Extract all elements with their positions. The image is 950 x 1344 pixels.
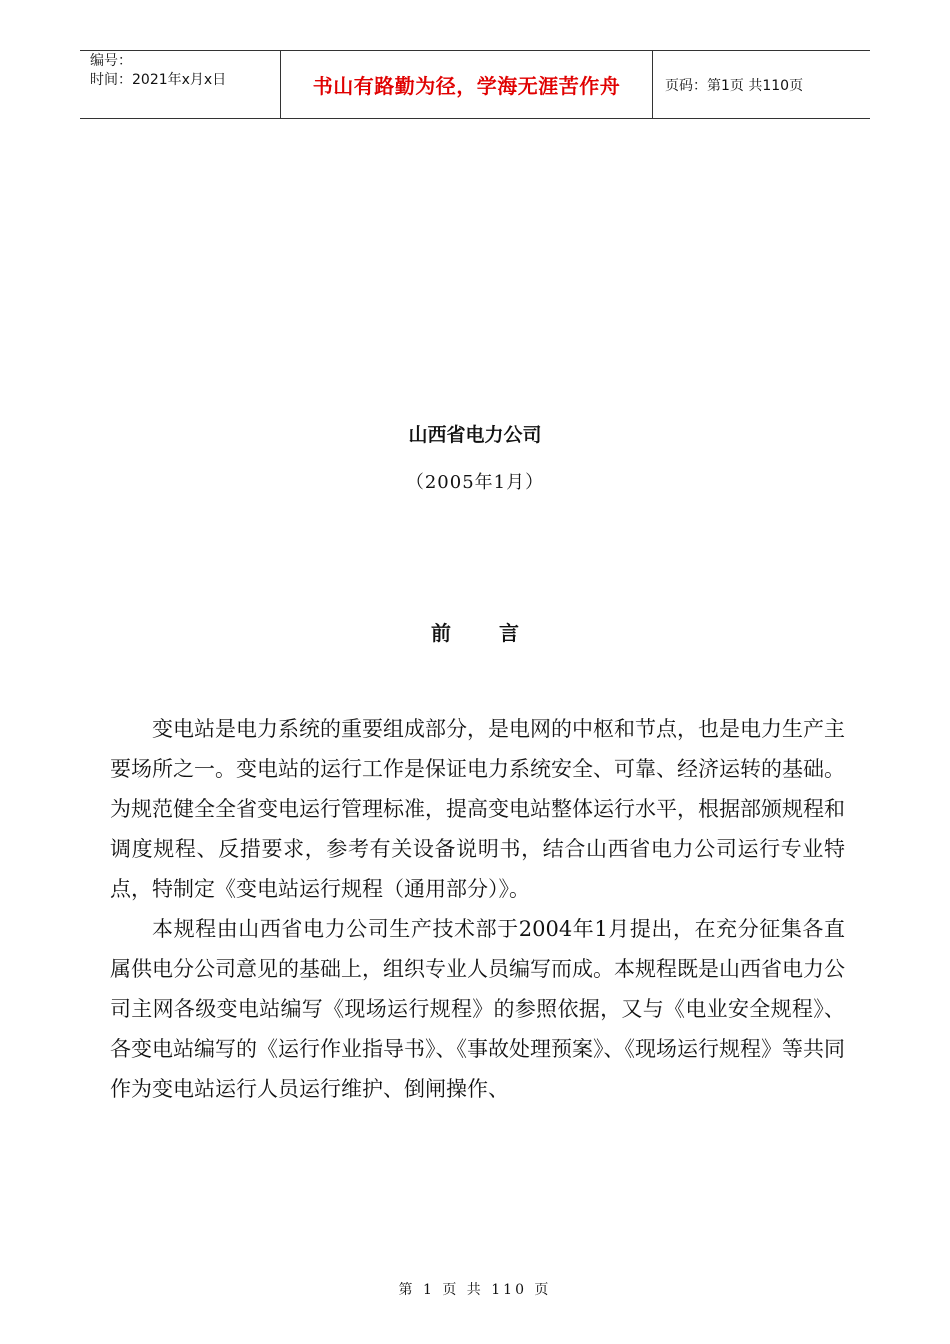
company-title: 山西省电力公司 [408, 424, 542, 446]
header-motto: 书山有路勤为径，学海无涯苦作舟 [312, 74, 621, 98]
preface-paragraph: 本规程由山西省电力公司生产技术部于2004年1月提出，在充分征集各直属供电分公司意见的基础上，组织专业人员编写而成。本规程既是山西省电力公司主网各级变电站编写《现场运行规程》的参照依据，又与《电业安全规程》、各变电站编写的《运行作业指导书》、《事故处理预案》、《现场运行规程》等共同作为变电站运行人员运行维护、倒闸操作、 [110, 917, 845, 1101]
header-meta-cell [80, 51, 281, 118]
page-footer: 第 1 页 共 110 页 [398, 1282, 552, 1298]
document-time-label: 时间：2021年x月x日 [90, 72, 227, 88]
preface-heading: 前言 [431, 621, 567, 645]
header-page-code: 页码：第1页 共110页 [665, 77, 804, 94]
header-motto-cell [281, 51, 653, 118]
issue-date: （2005年1月） [405, 472, 545, 493]
preface-paragraph: 变电站是电力系统的重要组成部分，是电网的中枢和节点，也是电力生产主要场所之一。变电站的运行工作是保证电力系统安全、可靠、经济运转的基础。为规范健全全省变电运行管理标准，提高变电站整体运行水平，根据部颁规程和调度规程、反措要求，参考有关设备说明书，结合山西省电力公司运行专业特点，特制定《变电站运行规程（通用部分）》。 [110, 717, 845, 901]
document-header [80, 50, 870, 119]
preface-body [110, 709, 845, 1109]
document-code-label: 编号： [90, 53, 132, 69]
header-page-cell [653, 51, 870, 118]
